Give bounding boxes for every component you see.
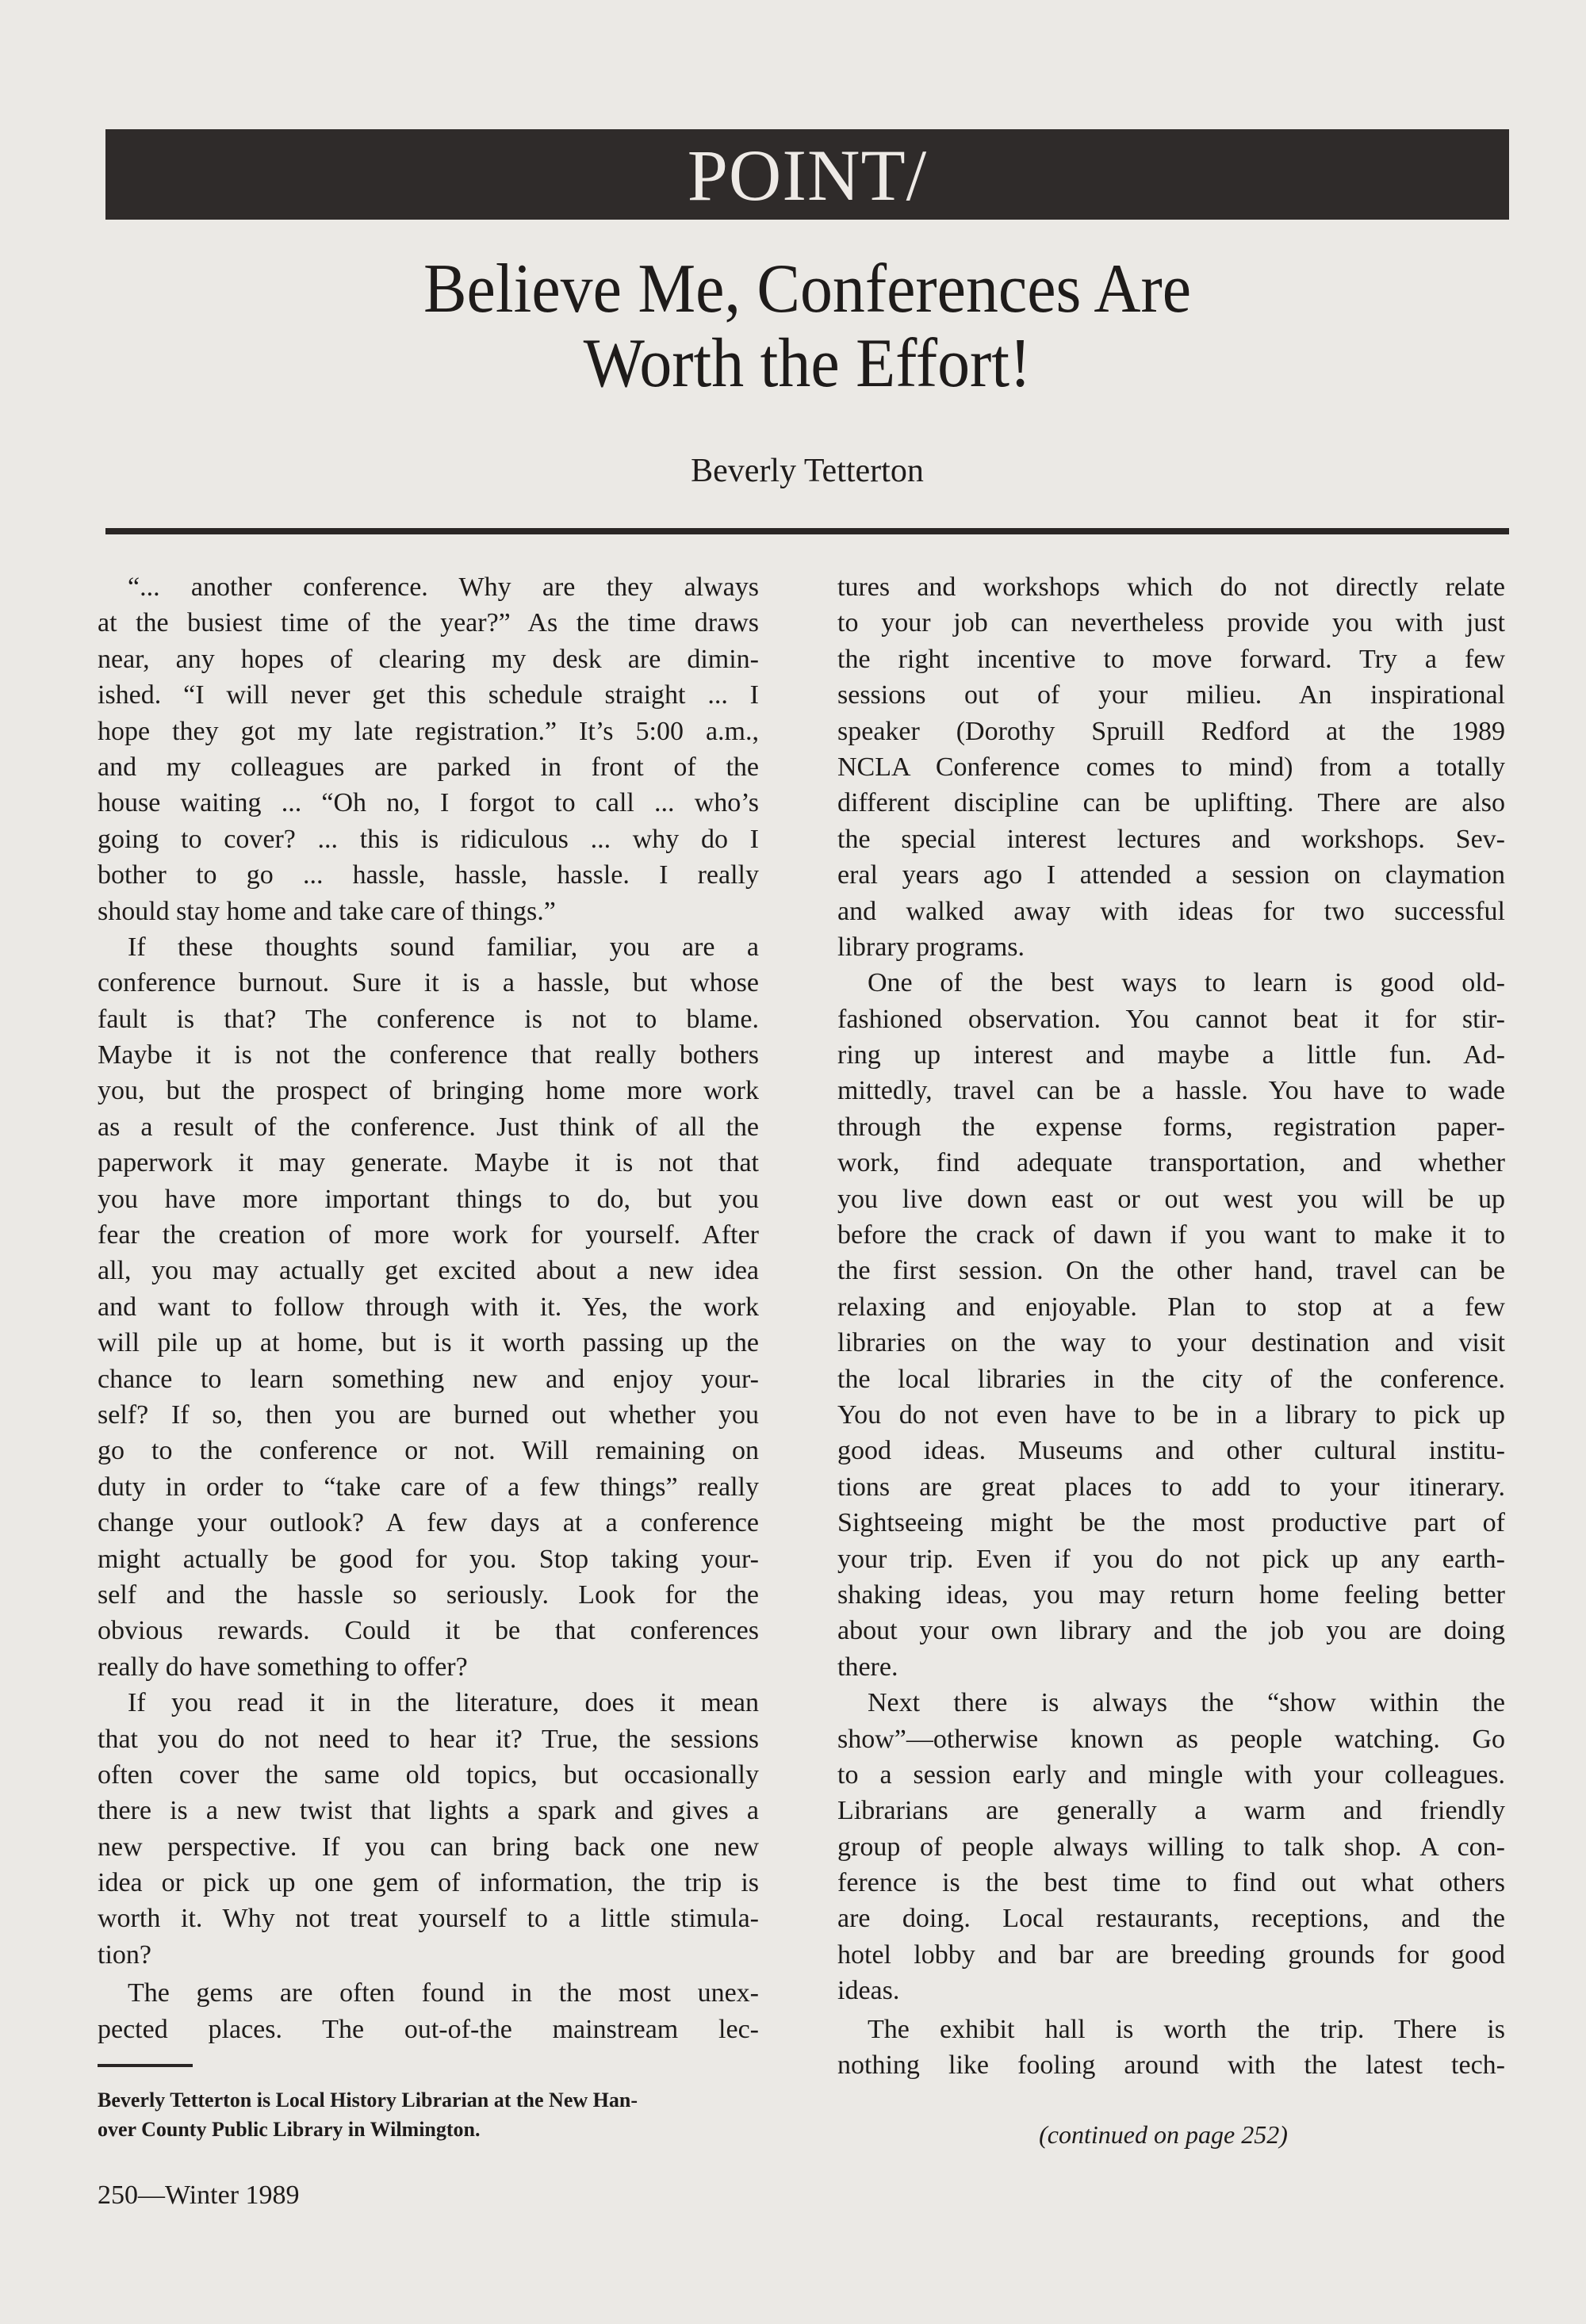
footnote-line: over County Public Library in Wilmington. (98, 2118, 481, 2141)
byline: Beverly Tetterton (691, 453, 924, 489)
text-line: about your own library and the job you are doing (837, 1616, 1505, 1646)
text-line: worth it. Why not treat yourself to a little stimula- (98, 1904, 759, 1934)
text-line: The exhibit hall is worth the trip. There is (868, 2014, 1505, 2044)
text-line: house waiting ... “Oh no, I forgot to call ... who’s (98, 788, 759, 818)
paragraph (98, 929, 759, 1685)
text-line: tion? (98, 1939, 151, 1970)
text-line: conference burnout. Sure it is a hassle, but whose (98, 968, 759, 998)
text-line: The gems are often found in the most unex- (128, 1978, 759, 2008)
text-line: the local libraries in the city of the conference. (837, 1364, 1505, 1394)
text-line: tures and workshops which do not directly relate (837, 572, 1505, 602)
text-line: You do not even have to be in a library to pick up (837, 1399, 1505, 1430)
text-line: idea or pick up one gem of information, the trip is (98, 1868, 759, 1898)
footnote-rule (98, 2064, 193, 2067)
title-line: Believe Me, Conferences Are (423, 251, 1192, 327)
text-line: Next there is always the “show within the (868, 1688, 1505, 1718)
text-line: “... another conference. Why are they always (128, 572, 759, 602)
text-line: and my colleagues are parked in front of the (98, 752, 759, 782)
text-line: should stay home and take care of things.” (98, 896, 556, 926)
text-line: work, find adequate transportation, and whether (837, 1148, 1505, 1178)
text-line: before the crack of dawn if you want to make it to (837, 1220, 1505, 1250)
paragraph (837, 2012, 1505, 2084)
text-line: pected places. The out-of-the mainstream lec- (98, 2014, 759, 2044)
text-line: duty in order to “take care of a few things” really (98, 1472, 759, 1502)
footnote-line: Beverly Tetterton is Local History Librarian at the New Han- (98, 2089, 638, 2112)
text-line: Librarians are generally a warm and friendly (837, 1796, 1505, 1826)
text-line: good ideas. Museums and other cultural institu- (837, 1436, 1505, 1466)
article-title (155, 252, 1460, 401)
text-line: at the busiest time of the year?” As the time draws (98, 608, 759, 638)
paragraph (98, 1685, 759, 1973)
text-line: all, you may actually get excited about a new idea (98, 1256, 759, 1286)
text-line: change your outlook? A few days at a conference (98, 1508, 759, 1538)
text-line: that you do not need to hear it? True, the sessions (98, 1724, 759, 1754)
text-line: group of people always willing to talk shop. A con- (837, 1832, 1505, 1862)
text-line: will pile up at home, but is it worth passing up the (98, 1328, 759, 1358)
text-line: ring up interest and maybe a little fun. Ad- (837, 1040, 1505, 1070)
text-line: the special interest lectures and workshops. Sev- (837, 824, 1505, 854)
text-line: fear the creation of more work for yourself. After (98, 1220, 759, 1250)
text-line: to a session early and mingle with your colleagues. (837, 1759, 1505, 1790)
text-column-left (98, 569, 759, 2047)
divider-rule (105, 528, 1509, 534)
text-line: you have more important things to do, but you (98, 1184, 759, 1214)
text-line: show”—otherwise known as people watching. Go (837, 1724, 1505, 1754)
text-line: Sightseeing might be the most productive part of (837, 1508, 1505, 1538)
text-line: and want to follow through with it. Yes, the work (98, 1292, 759, 1322)
text-line: there is a new twist that lights a spark and gives a (98, 1796, 759, 1826)
text-line: the first session. On the other hand, travel can be (837, 1256, 1505, 1286)
text-line: libraries on the way to your destination and visit (837, 1328, 1505, 1358)
text-line: hotel lobby and bar are breeding grounds for good (837, 1939, 1505, 1970)
text-line: speaker (Dorothy Spruill Redford at the 1989 (837, 716, 1505, 746)
section-kicker: POINT/ (687, 135, 928, 216)
text-line: are doing. Local restaurants, receptions, and the (837, 1904, 1505, 1934)
text-line: ished. “I will never get this schedule straight ... I (98, 680, 759, 710)
section-banner (105, 129, 1509, 220)
continued-note: (continued on page 252) (1039, 2120, 1288, 2149)
text-line: self? If so, then you are burned out whether you (98, 1399, 759, 1430)
text-line: through the expense forms, registration paper- (837, 1112, 1505, 1142)
text-line: relaxing and enjoyable. Plan to stop at a few (837, 1292, 1505, 1322)
text-column-right (837, 569, 1505, 2083)
paragraph (98, 1975, 759, 2047)
text-line: near, any hopes of clearing my desk are dimin- (98, 644, 759, 674)
text-line: bother to go ... hassle, hassle, hassle. I really (98, 860, 759, 890)
text-line: If these thoughts sound familiar, you are a (128, 932, 759, 962)
text-line: If you read it in the literature, does it mean (128, 1688, 759, 1718)
paragraph (837, 1685, 1505, 2009)
text-line: your trip. Even if you do not pick up any earth- (837, 1544, 1505, 1574)
text-line: really do have something to offer? (98, 1652, 468, 1682)
text-line: One of the best ways to learn is good old- (868, 968, 1505, 998)
text-line: NCLA Conference comes to mind) from a totally (837, 752, 1505, 782)
text-line: to your job can nevertheless provide you with just (837, 608, 1505, 638)
text-line: self and the hassle so seriously. Look for the (98, 1579, 759, 1610)
title-line: Worth the Effort! (583, 325, 1032, 402)
text-line: as a result of the conference. Just think of all the (98, 1112, 759, 1142)
text-line: go to the conference or not. Will remaining on (98, 1436, 759, 1466)
text-line: chance to learn something new and enjoy your- (98, 1364, 759, 1394)
text-line: library programs. (837, 932, 1025, 962)
text-line: nothing like fooling around with the latest tech- (837, 2050, 1505, 2081)
text-line: there. (837, 1652, 898, 1682)
text-line: fashioned observation. You cannot beat it for stir- (837, 1004, 1505, 1034)
text-line: different discipline can be uplifting. There are also (837, 788, 1505, 818)
text-line: often cover the same old topics, but occasionally (98, 1759, 759, 1790)
text-line: paperwork it may generate. Maybe it is not that (98, 1148, 759, 1178)
text-line: shaking ideas, you may return home feeling better (837, 1579, 1505, 1610)
text-line: might actually be good for you. Stop taking your- (98, 1544, 759, 1574)
text-line: new perspective. If you can bring back one new (98, 1832, 759, 1862)
text-line: you, but the prospect of bringing home more work (98, 1076, 759, 1106)
text-line: obvious rewards. Could it be that conferences (98, 1616, 759, 1646)
text-line: and walked away with ideas for two successful (837, 896, 1505, 926)
text-line: Maybe it is not the conference that really bothers (98, 1040, 759, 1070)
text-line: tions are great places to add to your itinerary. (837, 1472, 1505, 1502)
paragraph (837, 569, 1505, 965)
page-folio: 250—Winter 1989 (98, 2180, 300, 2210)
text-line: fault is that? The conference is not to blame. (98, 1004, 759, 1034)
text-line: eral years ago I attended a session on claymation (837, 860, 1505, 890)
paragraph (98, 569, 759, 929)
text-line: hope they got my late registration.” It’s 5:00 a.m., (98, 716, 759, 746)
paragraph (837, 965, 1505, 1685)
text-line: you live down east or out west you will be up (837, 1184, 1505, 1214)
text-line: mittedly, travel can be a hassle. You have to wade (837, 1076, 1505, 1106)
text-line: going to cover? ... this is ridiculous ... why do I (98, 824, 759, 854)
text-line: sessions out of your milieu. An inspirational (837, 680, 1505, 710)
text-line: the right incentive to move forward. Try a few (837, 644, 1505, 674)
text-line: ference is the best time to find out what others (837, 1868, 1505, 1898)
author-footnote (98, 2085, 638, 2144)
text-line: ideas. (837, 1976, 900, 2006)
